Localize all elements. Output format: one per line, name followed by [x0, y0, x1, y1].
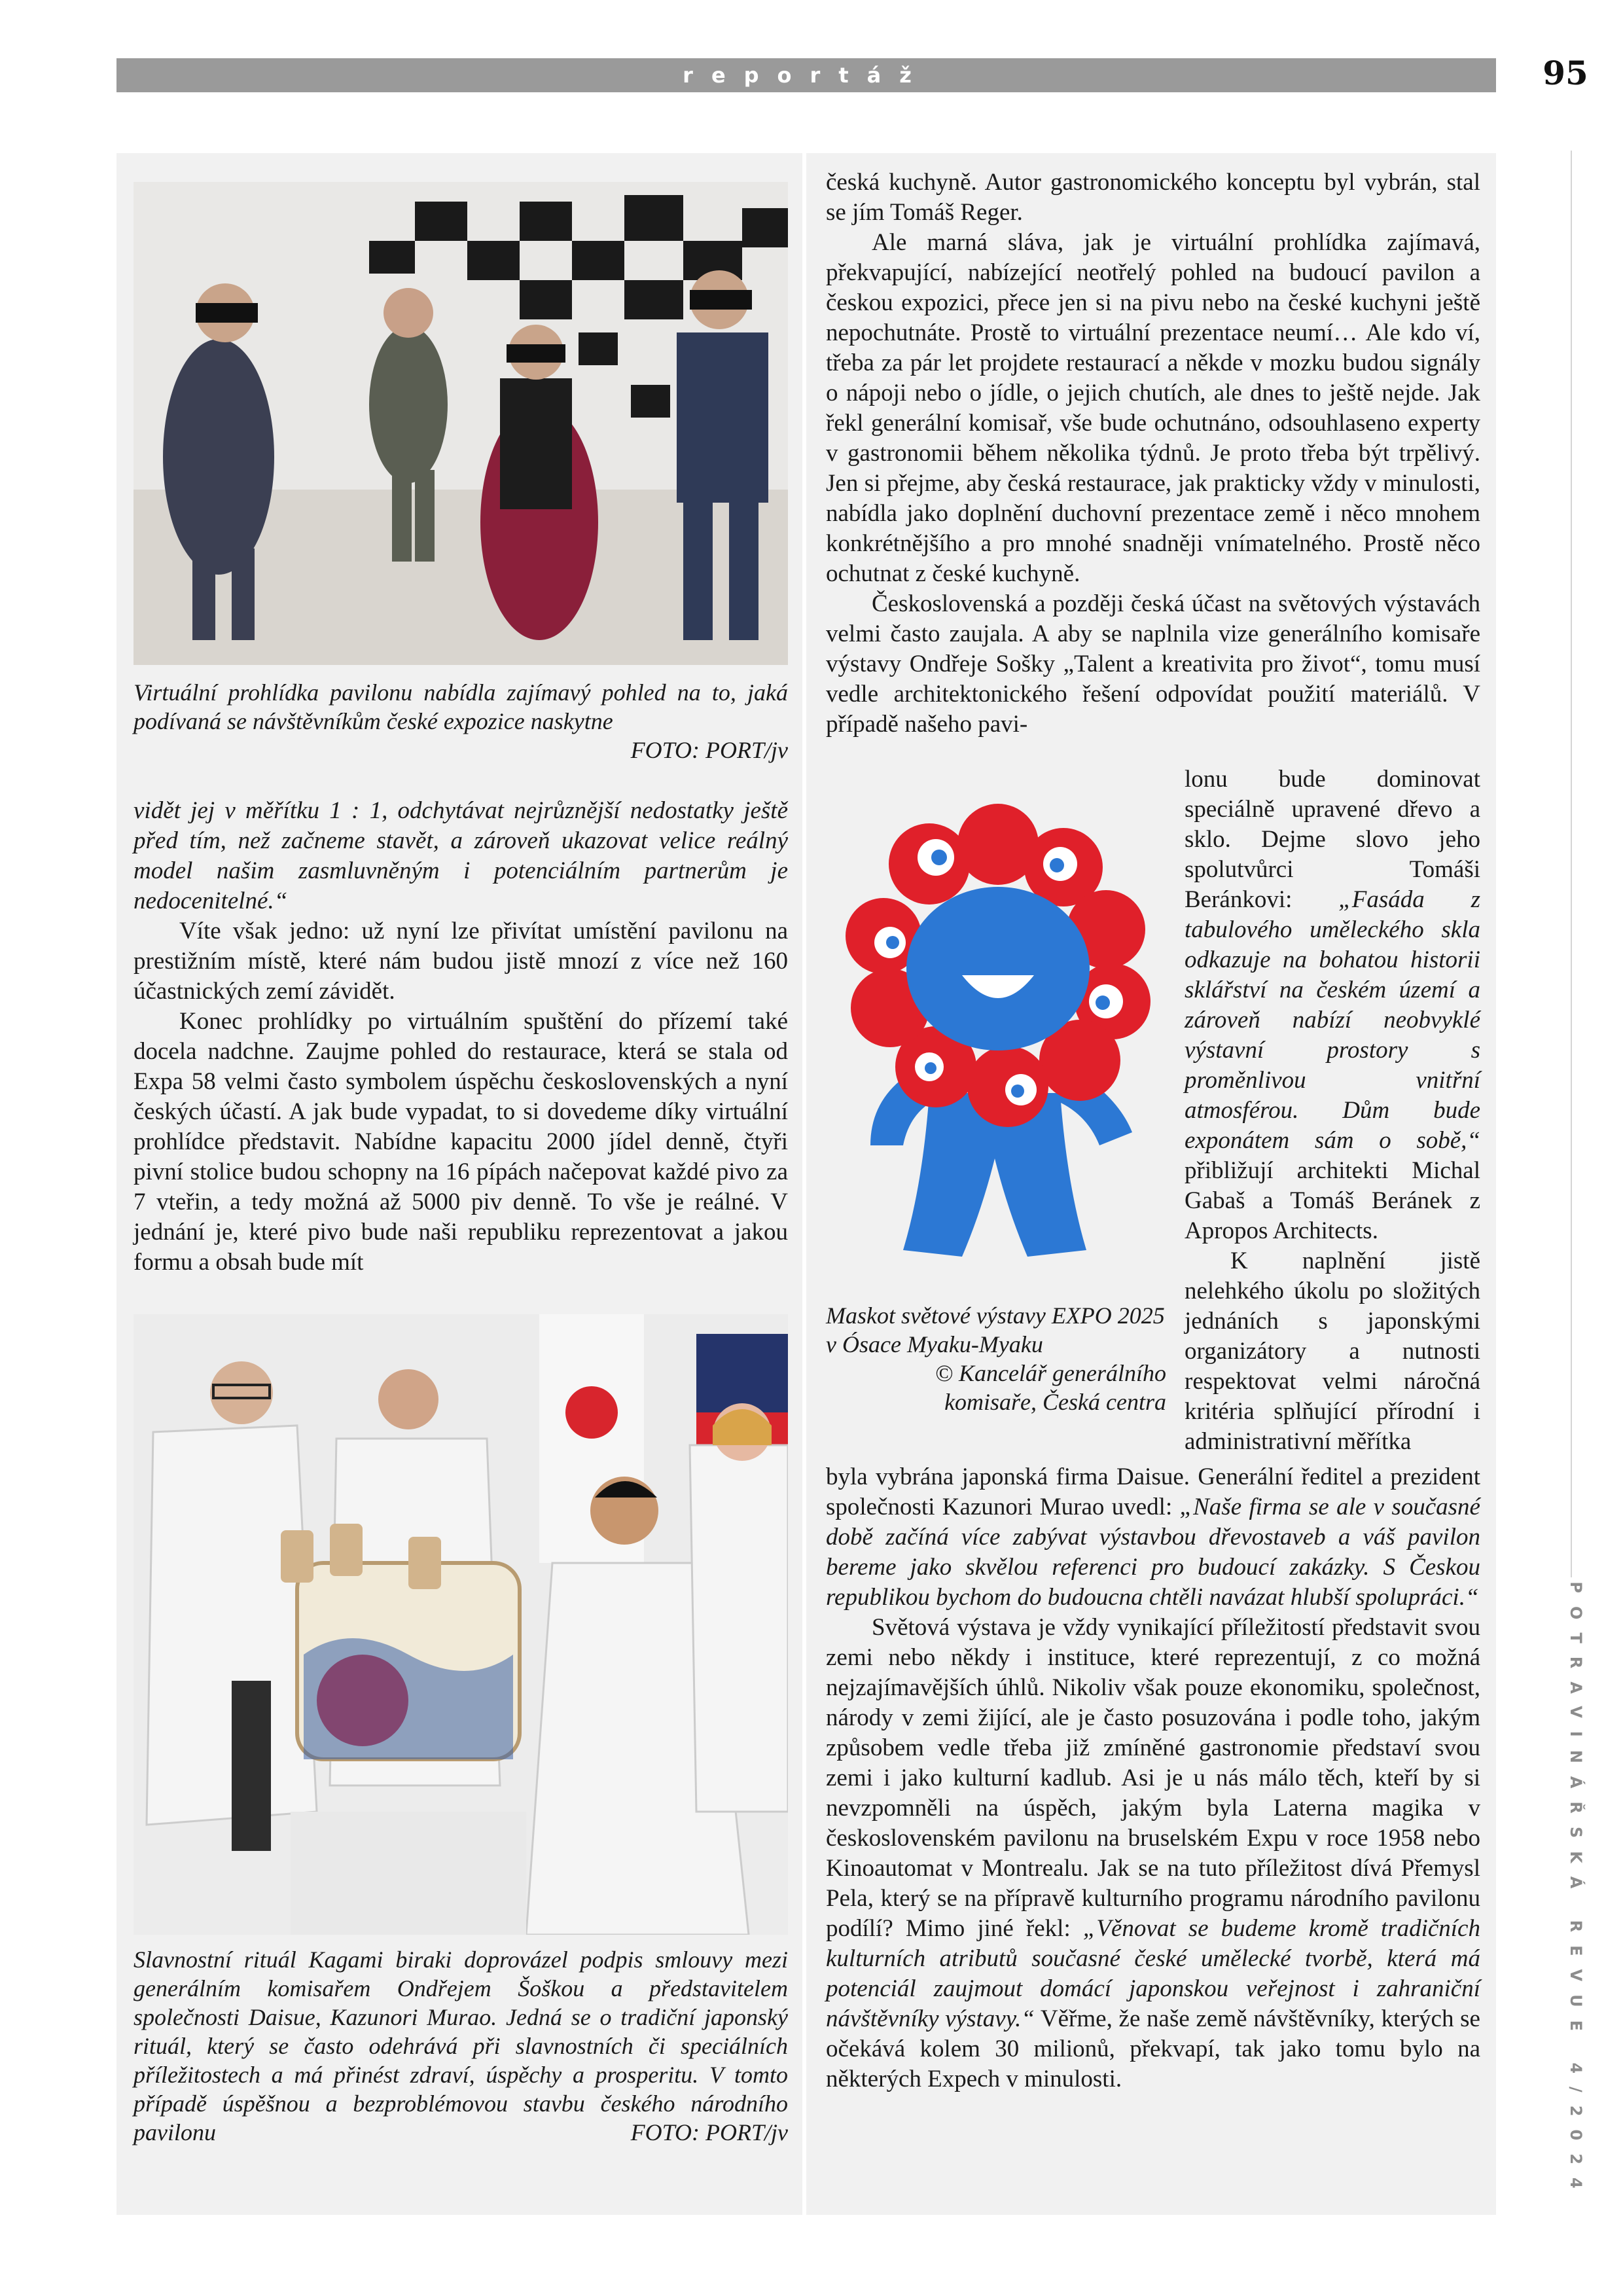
- vr-tour-credit: FOTO: PORT/jv: [630, 737, 788, 763]
- right-paragraph-5: Světová výstava je vždy vynikající příležitostí představit svou zemi nebo někdy i instituce, které reprezentují, z co možná nejzajímavějších úhlů. Nikoliv však pouze ekonomiku, společnost, národy v zemi žijící, ale je často posuzována i podle toho, jakým způsobem vedle třeba již zmíněné gastronomie představí svou zemi i jako kulturní kadlub. Asi je u nás málo těch, kteří by si nevzpomněli na úspěch, jakým byla Laterna magika v československém pavilonu na bruselském Expu v roce 1958 nebo Kinoautomat v Montrealu. Jak se na tuto příležitost dívá Přemysl Pela, který se na přípravě kulturního programu národního pavilonu podílí? Mimo jiné řekl: „Věnovat se budeme kromě tradičních kulturních atributů současné české umělecké tvorbě, která má potenciál zaujmout domácí japonskou veřejnost i zahraniční návštěvníky výstavy.“ Věřme, že naše země návštěvníky, kterých se očekává kolem 30 milionů, překvapí, tak jako tomu bylo na některých Expech v minulosti.: [826, 1614, 1480, 2092]
- murao-quote: „Naše firma se ale v současné době začíná více zabývat výstavbou dřevostaveb a váš pavilon bereme jako skvělou referenci pro budoucí zakázky. S Českou republikou bychom do budoucna chtěli navázat hlubší spolupráci.“: [826, 1494, 1480, 1611]
- right-paragraph-4: byla vybrána japonská firma Daisue. Generální ředitel a prezident společnosti Kazunori Murao uvedl: „Naše firma se ale v současné době začíná více zabývat výstavbou dřevostaveb a váš pavilon bereme jako skvělou referenci pro budoucí zakázky. S Českou republikou bychom do budoucna chtěli navázat hlubší spolupráci.“: [826, 1463, 1480, 1611]
- right-column-text-top: [826, 168, 1480, 740]
- kagami-credit: FOTO: PORT/jv: [630, 2119, 788, 2145]
- beranek-quote: „Fasáda z tabulového uměleckého skla odkazuje na bohatou historii sklářství na českém území a zároveň nabízí neobvyklé výstavní prostory s proměnlivou vnitřní atmosférou. Dům bude exponátem sám o sobě,“: [1185, 886, 1480, 1154]
- mascot-photo: [831, 792, 1171, 1283]
- page-number: 95: [1543, 54, 1588, 92]
- kagami-illustration: [134, 1314, 788, 1935]
- right-wrap-paragraph-1: lonu bude dominovat speciálně upravené dřevo a sklo. Dejme slovo jeho spolutvůrci Tomáši Beránkovi: „Fasáda z tabulového uměleckého skla odkazuje na bohatou historii sklářství na českém území a zároveň nabízí neobvyklé výstavní prostory s proměnlivou vnitřní atmosférou. Dům bude exponátem sám o sobě,“ přibližují architekti Michal Gabaš a Tomáš Beránek z Apropos Architects.: [1185, 766, 1480, 1244]
- mascot-caption-line-1: Maskot světové výstavy EXPO 2025 v Ósace Myaku-Myaku: [826, 1302, 1165, 1357]
- section-label: reportáž: [683, 63, 930, 88]
- kagami-caption-text: Slavnostní rituál Kagami biraki doprovázel podpis smlouvy mezi generálním komisařem Ondřejem Šoškou a představitelem společnosti Daisue, Kazunori Murao. Jedná se o tradiční japonský rituál, který se často odehrává při slavnostních či speciálních příležitostech a má přinést zdraví, úspěchy a prosperitu. V tomto případě úspěšnou a bezproblémovou stavbu českého národního pavilonu: [134, 1946, 788, 2145]
- right-wrap-paragraph-2: K naplnění jistě nelehkého úkolu po složitých jednáních s japonskými organizátory a nutnosti respektovat velmi náročná kritéria splňující přírodní i administrativní měřítka: [1185, 1247, 1480, 1455]
- journal-side-label: [1563, 1581, 1589, 2202]
- vr-tour-caption: [134, 678, 788, 764]
- vr-tour-illustration: [134, 182, 788, 665]
- pela-quote: „Věnovat se budeme kromě tradičních kulturních atributů současné české umělecké tvorbě, která má potenciál zaujmout domácí japonskou veřejnost i zahraniční návštěvníky výstavy.“: [826, 1915, 1480, 2032]
- kagami-caption: [134, 1945, 788, 2147]
- left-column-text: [134, 796, 788, 1278]
- section-header-bar: [116, 58, 1496, 92]
- right-paragraph-3: Československá a později česká účast na světových výstavách velmi často zaujala. A aby se naplnila vize generálního komisaře výstavy Ondřeje Sošky „Talent a kreativita pro život“, tomu musí vedle architektonického řešení odpovídat použití materiálů. V případě našeho pavi-: [826, 590, 1480, 738]
- left-paragraph-2: Víte však jedno: už nyní lze přivítat umístění pavilonu na prestižním místě, které nám budou jistě mnozí z více než 160 účastnických zemí závidět.: [134, 918, 788, 1005]
- kagami-photo: [134, 1314, 788, 1935]
- journal-side-label-text: POTRAVINÁŘSKÁ REVUE 4/2024: [1567, 1581, 1585, 2202]
- side-rule: [1571, 151, 1572, 1577]
- left-paragraph-3: Konec prohlídky po virtuálním spuštění do přízemí také docela nadchne. Zaujme pohled do restaurace, která se stala od Expa 58 velmi často symbolem úspěchu československých a nyní českých účastí. A jak bude vypadat, to si dovedeme díky virtuální prohlídce představit. Nabídne kapacitu 2000 jídel denně, čtyři pivní stolice budou schopny na 16 pípách načepovat každé pivo za 7 vteřin, a tedy možná až 5000 piv denně. To vše je reálné. V jednání je, které pivo bude naši republiku reprezentovat a jakou formu a obsah bude mít: [134, 1008, 788, 1276]
- vr-tour-photo: [134, 182, 788, 665]
- mascot-caption: [826, 1301, 1166, 1416]
- vr-tour-caption-text: Virtuální prohlídka pavilonu nabídla zajímavý pohled na to, jaká podívaná se návštěvníkům české expozice naskytne: [134, 679, 788, 734]
- right-column-wrap: [1185, 764, 1480, 1457]
- mascot-illustration: [831, 792, 1171, 1283]
- right-paragraph-2: Ale marná sláva, jak je virtuální prohlídka zajímavá, překvapující, nabízející neotřelý pohled na budoucí pavilon a českou expozici, přece jen si na pivu nebo na české kuchyni ještě nepochutnáte. Prostě to virtuální prezentace neumí… Ale kdo ví, třeba za pár let projdete restaurací a někde v mozku budou signály o nápoji nebo o jídle, o jejich chutích, ale dnes to ještě nejde. Jak řekl generální komisař, vše bude ochutnáno, odsouhlaseno experty v gastronomii během několika týdnů. Je proto třeba být trpělivý. Jen si přejme, aby česká restaurace, jak prakticky vždy v minulosti, nabídla jako doplnění duchovní prezentace země i něco mnohem konkrétnějšího a pro mnohé snadněji vnímatelného. Prostě něco ochutnat z české kuchyně.: [826, 229, 1480, 587]
- left-paragraph-1: vidět jej v měřítku 1 : 1, odchytávat nejrůznější nedostatky ještě před tím, než začneme stavět, a zároveň ukazovat velice reálný model našim zasmluvněným i potenciálním partnerům je nedocenitelné.“: [134, 797, 788, 914]
- right-paragraph-1: česká kuchyně. Autor gastronomického konceptu byl vybrán, stal se jím Tomáš Reger.: [826, 169, 1480, 226]
- right-column-text-bottom: [826, 1462, 1480, 2094]
- mascot-caption-line-2: © Kancelář generálního komisaře, Česká centra: [935, 1360, 1166, 1415]
